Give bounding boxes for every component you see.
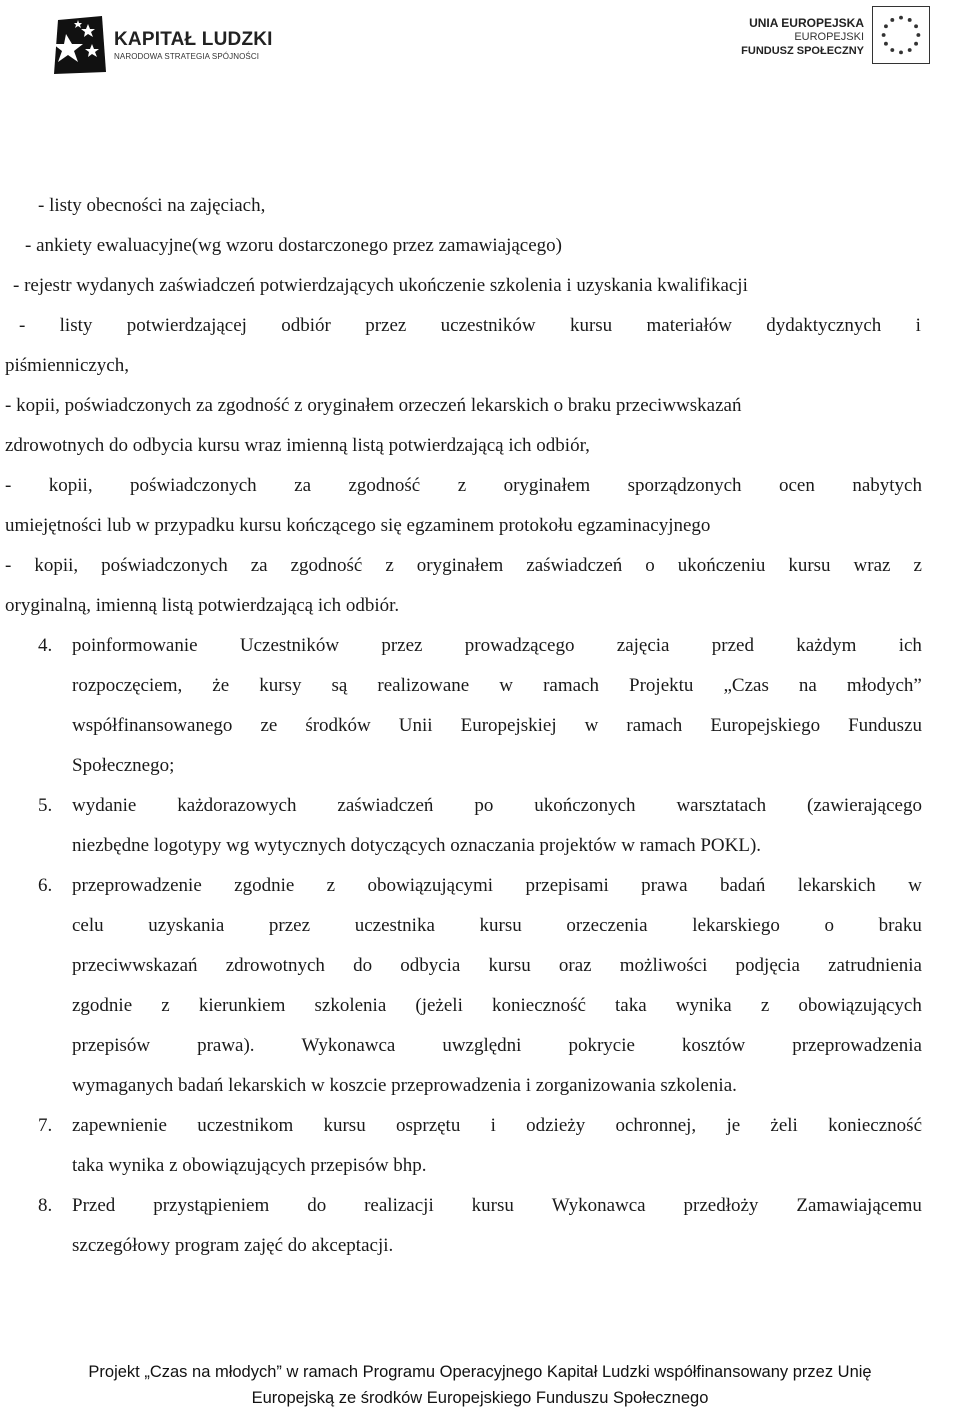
word: osprzętu — [395, 1115, 461, 1136]
word: poświadczonych — [130, 475, 257, 496]
word: ochronnej, — [615, 1115, 697, 1136]
item-line: wymaganych badań lekarskich w koszcie przeprowadzenia i zorganizowania szkolenia. — [72, 1075, 737, 1096]
item-line — [72, 994, 922, 1018]
list-item-assessment-copies-cont: umiejętności lub w przypadku kursu kończącego się egzaminem protokołu egzaminacyjnego — [5, 515, 711, 536]
word: ramach — [626, 715, 683, 736]
word: kursu — [479, 915, 522, 936]
word: zgodnie — [234, 875, 295, 896]
word: konieczność — [491, 995, 586, 1016]
item-line: Społecznego; — [72, 755, 175, 776]
word: i — [490, 1115, 496, 1136]
word: kursy — [259, 675, 302, 696]
kapital-ludzki-logo — [50, 12, 280, 78]
word: wydanie — [72, 795, 137, 816]
word: ukończeniu — [677, 555, 766, 576]
word: „Czas — [723, 675, 769, 696]
word: współfinansowanego — [72, 715, 233, 736]
word: przez — [381, 635, 423, 656]
footer-line1: Projekt „Czas na młodych” w ramach Programu Operacyjnego Kapitał Ludzki współfinansowany przez Unię — [88, 1363, 872, 1381]
word: odzieży — [526, 1115, 586, 1136]
word: prawa — [641, 875, 688, 896]
word: wynika — [675, 995, 732, 1016]
item-line — [72, 674, 922, 698]
item-line — [72, 874, 922, 898]
word: oraz — [558, 955, 592, 976]
item-number: 4. — [38, 635, 53, 656]
word: możliwości — [619, 955, 708, 976]
word: Europejskiego — [710, 715, 821, 736]
word: każdym — [796, 635, 857, 656]
word: z — [326, 875, 336, 896]
word: przeprowadzenia — [792, 1035, 922, 1056]
word: - — [19, 315, 26, 336]
kapital-ludzki-subtitle: NARODOWA STRATEGIA SPÓJNOŚCI — [114, 51, 260, 61]
word: sporządzonych — [627, 475, 742, 496]
list-item-medical-copies-cont: zdrowotnych do odbycia kursu wraz imienną listą potwierdzającą ich odbiór, — [5, 435, 590, 456]
word: Wykonawca — [301, 1035, 396, 1056]
word: potwierdzającej — [126, 315, 247, 336]
word: wraz — [853, 555, 891, 576]
word: orzeczenia — [566, 915, 648, 936]
word: kursu — [569, 315, 613, 336]
word: braku — [878, 915, 922, 936]
word: po — [474, 795, 494, 816]
word: zapewnienie — [72, 1115, 167, 1136]
word: kosztów — [681, 1035, 746, 1056]
word: dydaktycznych — [766, 315, 882, 336]
word: listy — [59, 315, 93, 336]
word: każdorazowych — [177, 795, 297, 816]
eu-flag-stars-icon — [872, 6, 930, 64]
word: przepisów — [72, 1035, 151, 1056]
item-line — [72, 1034, 922, 1058]
word: materiałów — [646, 315, 732, 336]
word: oryginałem — [503, 475, 591, 496]
word: że — [212, 675, 230, 696]
word: na — [798, 675, 817, 696]
word: zgodność — [290, 555, 363, 576]
word: podjęcia — [735, 955, 800, 976]
eu-logo-line3: FUNDUSZ SPOŁECZNY — [741, 45, 864, 57]
word: uzyskania — [148, 915, 225, 936]
word: - — [5, 475, 12, 496]
word: oryginałem — [416, 555, 504, 576]
word: kursu — [488, 955, 531, 976]
item-number: 6. — [38, 875, 53, 896]
word: poświadczonych — [101, 555, 228, 576]
word: za — [294, 475, 312, 496]
word: ramach — [543, 675, 599, 696]
word: odbycia — [400, 955, 461, 976]
item-line — [72, 1194, 922, 1218]
word: Projektu — [629, 675, 694, 696]
item-line — [72, 794, 922, 818]
word: są — [331, 675, 348, 696]
word: z — [385, 555, 394, 576]
word: przeciwwskazań — [72, 955, 198, 976]
word: za — [250, 555, 268, 576]
word: poinformowanie — [72, 635, 198, 656]
word: obowiązującymi — [367, 875, 494, 896]
word: (zawierającego — [807, 795, 922, 816]
word: żeli — [770, 1115, 798, 1136]
word: środków — [305, 715, 371, 736]
word: przepisami — [525, 875, 609, 896]
word: przed — [711, 635, 754, 656]
word: uczestnika — [354, 915, 435, 936]
word: o — [645, 555, 655, 576]
word: Europejskiej — [460, 715, 557, 736]
word: Zamawiającemu — [796, 1195, 922, 1216]
word: Unii — [398, 715, 433, 736]
word: z — [161, 995, 170, 1016]
word: Przed — [72, 1195, 116, 1216]
word: kopii, — [48, 475, 93, 496]
word: odbiór — [281, 315, 331, 336]
word: Uczestników — [239, 635, 340, 656]
word: celu — [72, 915, 104, 936]
word: o — [824, 915, 834, 936]
word: kursu — [471, 1195, 514, 1216]
word: w — [499, 675, 513, 696]
word: kierunkiem — [198, 995, 286, 1016]
eu-social-fund-logo — [741, 6, 930, 64]
word: do — [353, 955, 373, 976]
word: przeprowadzenie — [72, 875, 202, 896]
word: pokrycie — [568, 1035, 635, 1056]
list-item-materials-receipt-cont: piśmienniczych, — [5, 355, 129, 376]
list-item-attendance: - listy obecności na zajęciach, — [38, 195, 266, 216]
word: uwzględni — [442, 1035, 522, 1056]
item-line: taka wynika z obowiązujących przepisów bhp. — [72, 1155, 427, 1176]
word: z — [913, 555, 922, 576]
word: zgodność — [348, 475, 421, 496]
word: zaświadczeń — [337, 795, 434, 816]
word: przedłoży — [683, 1195, 759, 1216]
item-line: niezbędne logotypy wg wytycznych dotyczących oznaczania projektów w ramach POKL). — [72, 835, 762, 856]
word: uczestnikom — [197, 1115, 294, 1136]
item-line — [72, 1114, 922, 1138]
word: kursu — [788, 555, 831, 576]
word: zgodnie — [72, 995, 133, 1016]
word: zatrudnienia — [828, 955, 922, 976]
word: konieczność — [828, 1115, 922, 1136]
page-footer — [0, 1359, 960, 1411]
word: je — [726, 1115, 741, 1136]
word: ich — [898, 635, 922, 656]
list-item-assessment-copies — [5, 474, 922, 498]
item-number: 8. — [38, 1195, 53, 1216]
word: zajęcia — [616, 635, 670, 656]
word: z — [760, 995, 770, 1016]
word: w — [584, 715, 599, 736]
list-item-materials-receipt — [19, 314, 921, 338]
word: lekarskich — [797, 875, 876, 896]
word: zaświadczeń — [526, 555, 623, 576]
word: przez — [268, 915, 311, 936]
word: taka — [615, 995, 647, 1016]
item-line — [72, 714, 922, 738]
word: w — [908, 875, 922, 896]
item-number: 7. — [38, 1115, 53, 1136]
kapital-ludzki-title: KAPITAŁ LUDZKI — [114, 28, 273, 50]
word: z — [457, 475, 467, 496]
word: badań — [719, 875, 766, 896]
eu-logo-line1: UNIA EUROPEJSKA — [749, 16, 864, 30]
word: (jeżeli — [415, 995, 463, 1016]
list-item-completion-copies-cont: oryginalną, imienną listą potwierdzającą ich odbiór. — [5, 595, 400, 616]
word: obowiązujących — [798, 995, 922, 1016]
word: nabytych — [852, 475, 922, 496]
word: ocen — [778, 475, 815, 496]
word: do — [307, 1195, 327, 1216]
word: Wykonawca — [551, 1195, 646, 1216]
word: realizacji — [364, 1195, 434, 1216]
word: kopii, — [34, 555, 79, 576]
list-item-certificate-register: - rejestr wydanych zaświadczeń potwierdzających ukończenie szkolenia i uzyskania kwalifikacji — [13, 275, 748, 296]
item-line — [72, 954, 922, 978]
word: ze — [260, 715, 278, 736]
word: rozpoczęciem, — [72, 675, 183, 696]
item-line — [72, 634, 922, 658]
word: przystąpieniem — [153, 1195, 270, 1216]
word: uczestników — [440, 315, 536, 336]
page-header — [0, 0, 960, 90]
word: młodych” — [846, 675, 922, 696]
kapital-ludzki-emblem-icon — [50, 14, 108, 76]
word: zdrowotnych — [225, 955, 325, 976]
list-item-surveys: - ankiety ewaluacyjne(wg wzoru dostarczonego przez zamawiającego) — [25, 235, 563, 256]
word: prowadzącego — [464, 635, 575, 656]
word: Funduszu — [848, 715, 922, 736]
word: ukończonych — [534, 795, 636, 816]
word: i — [915, 315, 921, 336]
word: warsztatach — [676, 795, 767, 816]
list-item-medical-copies: - kopii, poświadczonych za zgodność z oryginałem orzeczeń lekarskich o braku przeciwwskazań — [5, 395, 742, 416]
word: kursu — [323, 1115, 366, 1136]
item-number: 5. — [38, 795, 53, 816]
word: przez — [365, 315, 407, 336]
word: lekarskiego — [692, 915, 780, 936]
footer-line2: Europejską ze środków Europejskiego Funduszu Społecznego — [251, 1389, 709, 1407]
item-line: szczegółowy program zajęć do akceptacji. — [72, 1235, 394, 1256]
item-line — [72, 914, 922, 938]
word: - — [5, 555, 12, 576]
list-item-completion-copies — [5, 554, 922, 578]
eu-logo-line2: EUROPEJSKI — [794, 31, 864, 43]
word: prawa). — [197, 1035, 255, 1056]
word: szkolenia — [314, 995, 387, 1016]
word: realizowane — [377, 675, 470, 696]
